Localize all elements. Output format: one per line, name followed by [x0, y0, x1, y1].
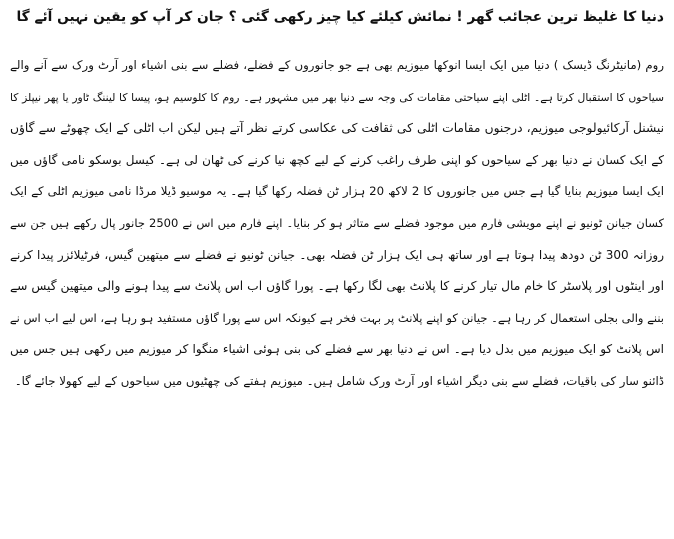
body-line: بننے والی بجلی استعمال کر رہا ہے۔ جیانن کو اپنے پلانٹ پر بہت فخر ہے کیونکہ اس سے پورا گاؤں مستفید ہو رہا ہے، اس لیے اب اس نے — [10, 310, 664, 325]
article-body — [10, 50, 664, 398]
article-headline: دنیا کا غلیظ ترین عجائب گھر ! نمائش کیلئے کیا چیز رکھی گئی ؟ جان کر آپ کو یقین نہیں آئے گا — [16, 9, 664, 25]
body-line: اور اینٹوں اور پلاسٹر کا خام مال تیار کرنے کا پلانٹ بھی لگا رکھا ہے۔ پورا گاؤں اب اس پلانٹ سے پیدا ہونے والی میتھین گیس سے — [10, 279, 664, 294]
body-line: نیشنل آرکائیولوجی میوزیم، درجنوں مقامات اٹلی کی ثقافت کی عکاسی کرتے نظر آتے ہیں لیکن اب اٹلی کے ایک چھوٹے سے گاؤں — [10, 121, 664, 136]
body-line: اس پلانٹ کو ایک میوزیم میں بدل دیا ہے۔ اس نے دنیا بھر سے فضلے کی بنی ہوئی اشیاء منگوا کر میوزیم میں رکھی ہیں جس میں — [10, 342, 664, 357]
body-line: کے ایک کسان نے دنیا بھر کے سیاحوں کو اپنی طرف راغب کرنے کے لیے کچھ نیا کرنے کی ٹھان لی ہے۔ کیسل بوسکو نامی گاؤں میں — [10, 152, 664, 167]
body-line: ایک ایسا میوزیم بنایا گیا ہے جس میں جانوروں کا 2 لاکھ 20 ہزار ٹن فضلہ رکھا گیا ہے۔ یہ موسیو ڈیلا مرڈا نامی میوزیم اٹلی کے ایک — [10, 184, 664, 199]
body-line: ڈائنو سار کی باقیات، فضلے سے بنی دیگر اشیاء اور آرٹ ورک شامل ہیں۔ میوزیم ہفتے کی چھٹیوں میں سیاحوں کے لیے کھولا جائے گا۔ — [14, 373, 664, 388]
body-line: روم (مانیٹرنگ ڈیسک ) دنیا میں ایک ایسا انوکھا میوزیم بھی ہے جو جانوروں کے فضلے، فضلے سے بنی اشیاء اور آرٹ ورک سے آنے والے — [10, 58, 664, 72]
body-line: روزانہ 300 ٹن دودھ پیدا ہوتا ہے اور ساتھ ہی ایک ہزار ٹن فضلہ بھی۔ جیانن ٹونیو نے فضلے سے میتھین گیس، فرٹیلائزر پیدا کرنے — [10, 247, 664, 262]
body-line: کسان جیانن ٹونیو نے اپنے مویشی فارم میں موجود فضلے سے متاثر ہو کر بنایا۔ اپنے فارم میں اس نے 2500 جانور پال رکھے ہیں جن سے — [10, 215, 664, 230]
body-line: سیاحوں کا استقبال کرتا ہے۔ اٹلی اپنے سیاحتی مقامات کی وجہ سے دنیا بھر میں مشہور ہے۔ روم کا کلوسیم ہو، پیسا کا لیننگ ٹاور یا پھر نیپلز کا — [10, 90, 664, 104]
